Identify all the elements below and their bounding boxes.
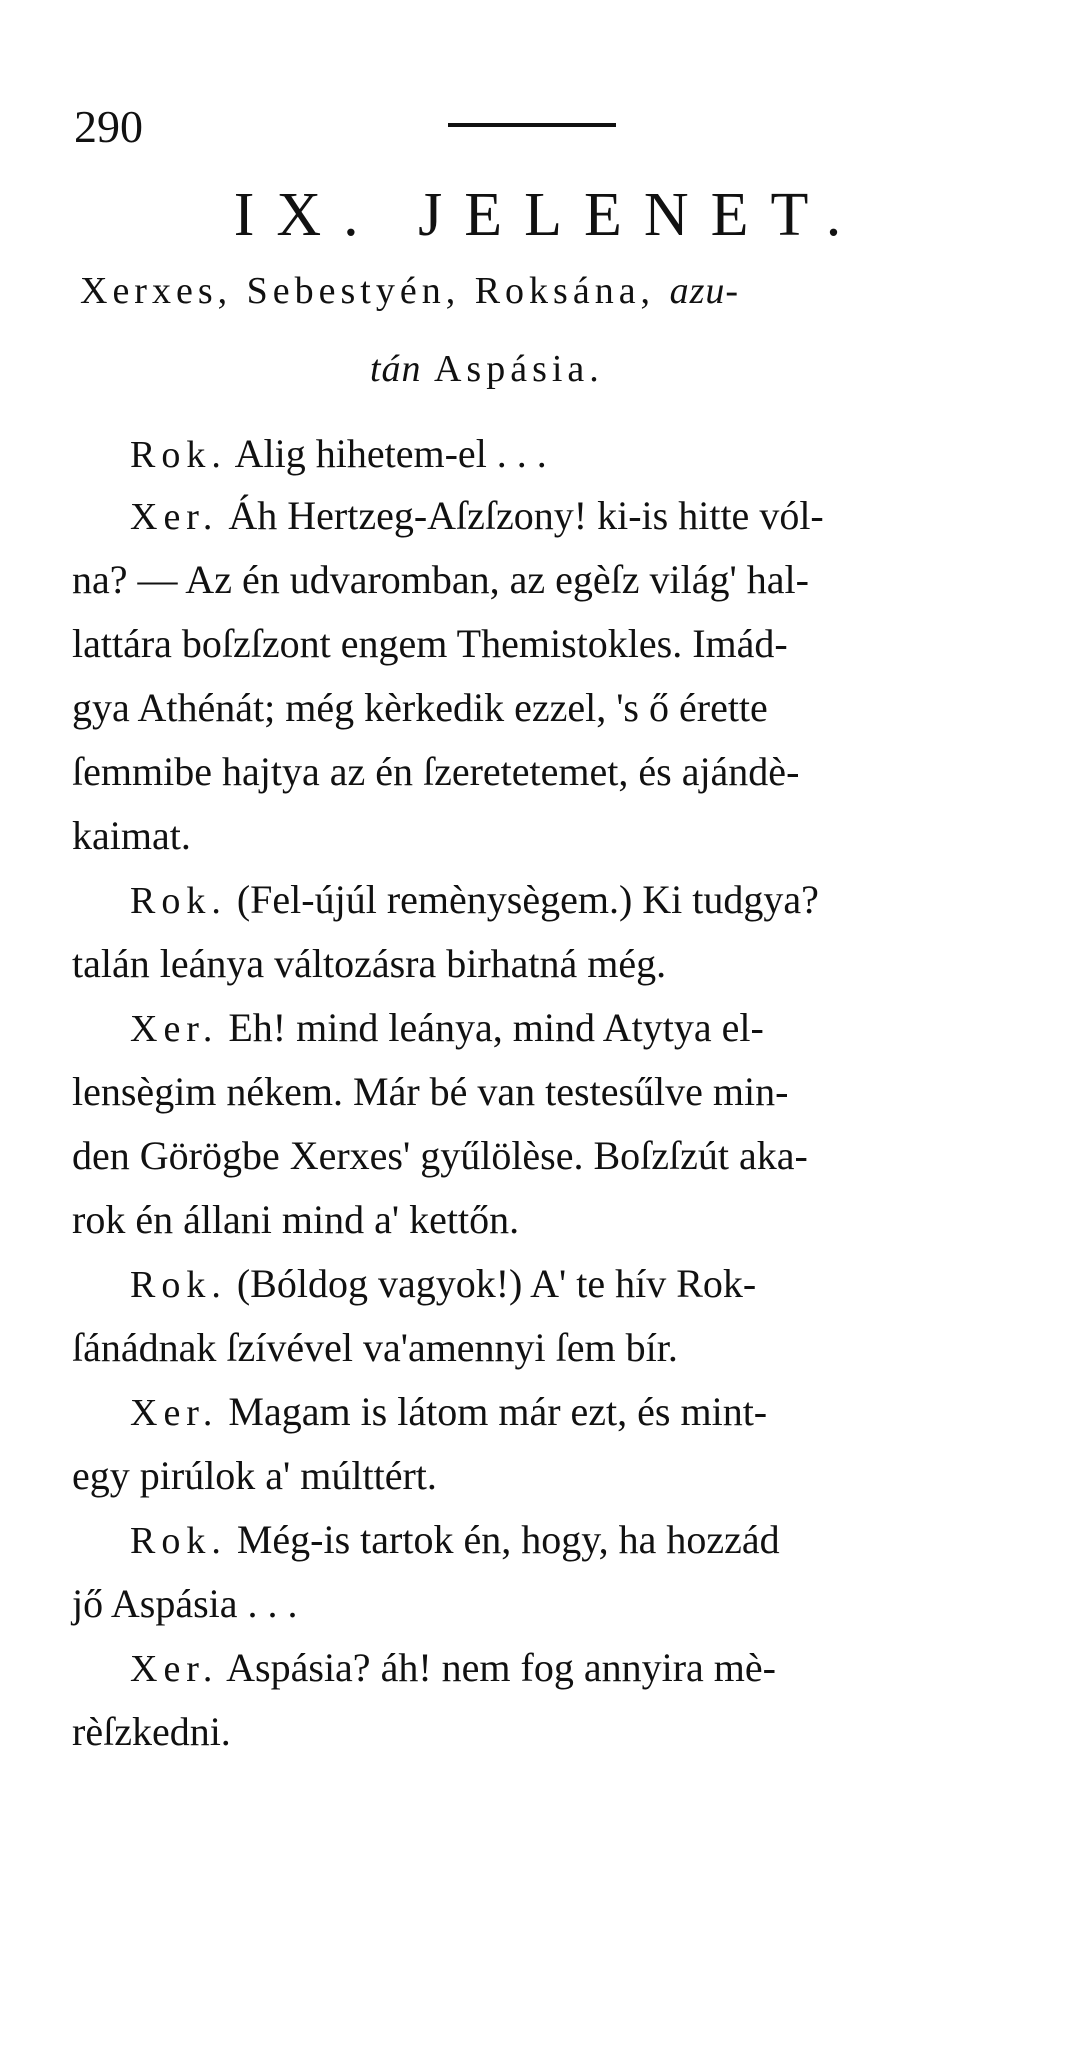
dialogue-line	[72, 621, 788, 666]
dialogue-line	[72, 1069, 789, 1114]
line-text: jő Aspásia . . .	[72, 1581, 298, 1626]
speaker-label: Xer.	[130, 1392, 219, 1434]
line-text: lattára boſzſzont engem Themistokles. Imád-	[72, 621, 788, 666]
line-text: na? — Az én udvaromban, az egèſz világ' hal-	[72, 557, 809, 602]
line-text: Alig hihetem-el . . .	[226, 431, 547, 476]
dialogue-line	[72, 1709, 231, 1754]
line-text: Eh! mind leánya, mind Atytya el-	[218, 1005, 764, 1050]
line-text: Még-is tartok én, hogy, ha hozzád	[226, 1517, 780, 1562]
line-text: rèſzkedni.	[72, 1709, 231, 1754]
line-text: Aspásia? áh! nem fog annyira mè-	[218, 1645, 776, 1690]
cast-note: azu-	[669, 270, 740, 312]
dialogue-line	[130, 1517, 780, 1562]
line-text: den Görögbe Xerxes' gyűlölèse. Boſzſzút aka-	[72, 1133, 808, 1178]
line-text: rok én állani mind a' kettőn.	[72, 1197, 520, 1242]
line-text: kaimat.	[72, 813, 191, 858]
dialogue-line	[72, 1197, 520, 1242]
dialogue-line	[130, 1645, 776, 1690]
speaker-label: Rok.	[130, 1520, 227, 1562]
line-text: ſánádnak ſzívével va'amennyi ſem bír.	[72, 1325, 678, 1370]
speaker-label: Rok.	[130, 880, 227, 922]
line-text: talán leánya változásra birhatná még.	[72, 941, 667, 986]
dialogue-line	[72, 813, 191, 858]
line-text: Áh Hertzeg-Aſzſzony! ki-is hitte vól-	[218, 493, 824, 538]
cast-name-aspasia: Aspásia.	[421, 348, 604, 390]
line-text: lensègim nékem. Már bé van testesűlve min-	[72, 1069, 789, 1114]
line-text: (Bóldog vagyok!) A' te hív Rok-	[226, 1261, 757, 1306]
header-rule	[448, 123, 616, 127]
dialogue-line	[72, 941, 667, 986]
dialogue-line	[72, 1453, 437, 1498]
line-text: (Fel-újúl remènysègem.) Ki tudgya?	[226, 877, 819, 922]
dialogue-line	[130, 493, 824, 538]
cast-list	[80, 272, 1000, 310]
dialogue-line	[72, 1325, 678, 1370]
speaker-label: Xer.	[130, 1008, 219, 1050]
line-text: gya Athénát; még kèrkedik ezzel, 's ő érette	[72, 685, 768, 730]
dialogue-line	[72, 749, 800, 794]
dialogue-line	[72, 685, 768, 730]
line-text: egy pirúlok a' múlttért.	[72, 1453, 437, 1498]
speaker-label: Xer.	[130, 1648, 219, 1690]
speaker-label: Rok.	[130, 434, 227, 476]
line-text: Magam is látom már ezt, és mint-	[218, 1389, 768, 1434]
dialogue-line	[130, 877, 819, 922]
dialogue-line	[72, 557, 809, 602]
speaker-label: Xer.	[130, 496, 219, 538]
speaker-label: Rok.	[130, 1264, 227, 1306]
line-text: ſemmibe hajtya az én ſzeretetemet, és ajándè-	[72, 749, 800, 794]
dialogue-line	[72, 1581, 298, 1626]
dialogue-line	[130, 1005, 764, 1050]
dialogue-line	[130, 1389, 768, 1434]
cast-names: Xerxes, Sebestyén, Roksána,	[80, 270, 670, 312]
page-number: 290	[74, 101, 143, 152]
cast-note-continued: tán	[370, 348, 422, 390]
dialogue-line	[130, 431, 547, 476]
dialogue-line	[130, 1261, 757, 1306]
scene-title: IX. JELENET.	[233, 181, 864, 249]
cast-list-continued	[370, 350, 604, 388]
dialogue-line	[72, 1133, 808, 1178]
